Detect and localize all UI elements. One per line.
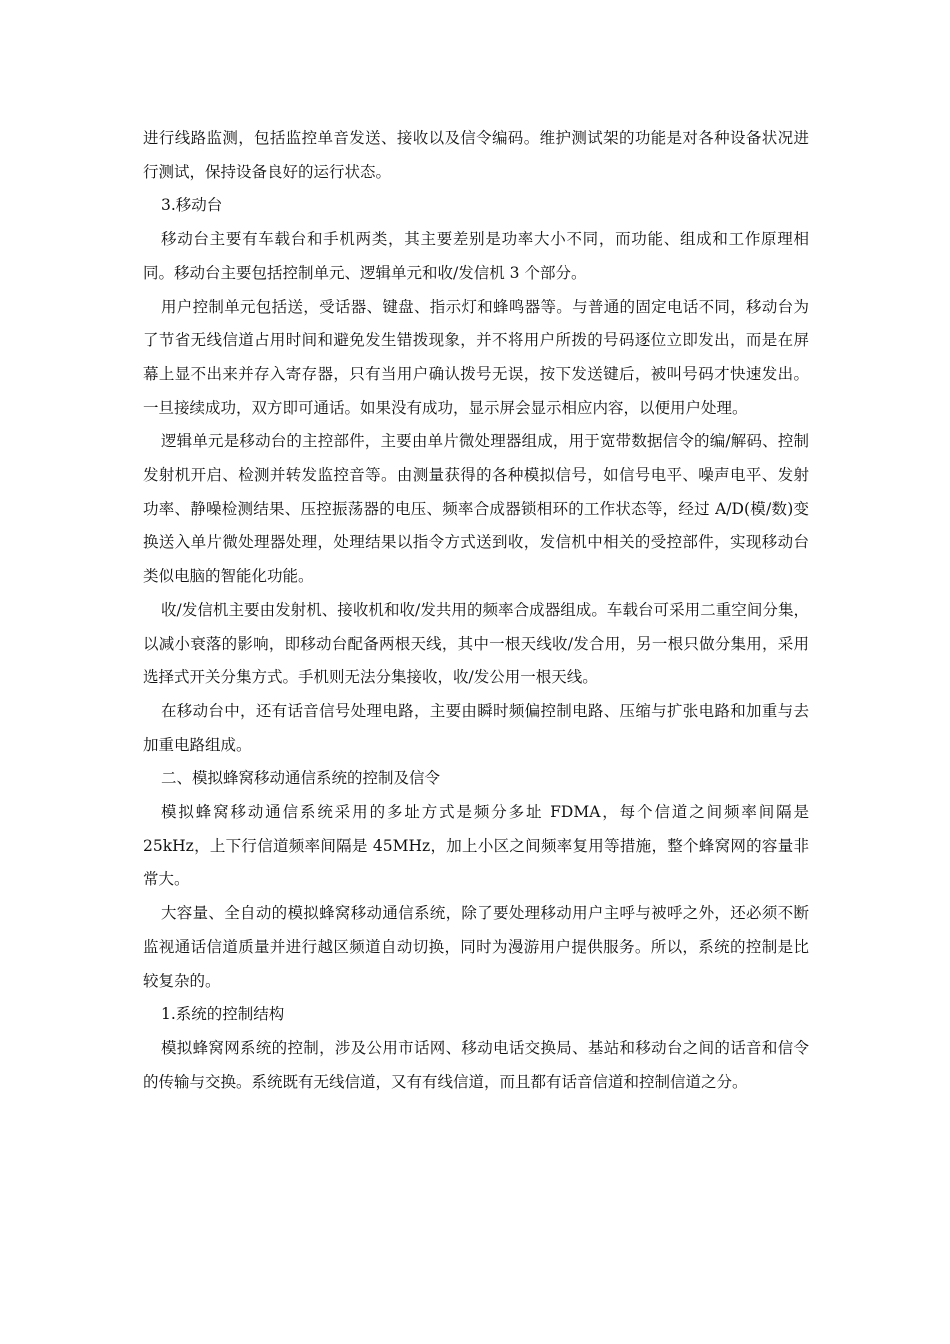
paragraph-user-control-unit: 用户控制单元包括送，受话器、键盘、指示灯和蜂鸣器等。与普通的固定电话不同，移动台为了节省无线信道占用时间和避免发生错拨现象，并不将用户所拨的号码逐位立即发出，而是在屏幕上显不出来并存入寄存器，只有当用户确认拨号无误，按下发送键后，被叫号码才快速发出。一旦接续成功，双方即可通话。如果没有成功，显示屏会显示相应内容，以便用户处理。 bbox=[143, 297, 809, 417]
paragraph-voice-processing: 在移动台中，还有话音信号处理电路，主要由瞬时频偏控制电路、压缩与扩张电路和加重与去加重电路组成。 bbox=[143, 701, 809, 754]
heading-control-and-signaling: 二、模拟蜂窝移动通信系统的控制及信令 bbox=[161, 769, 441, 788]
paragraph-transceiver: 收/发信机主要由发射机、接收机和收/发共用的频率合成器组成。车载台可采用二重空间分集，以减小衰落的影响，即移动台配备两根天线，其中一根天线收/发合用，另一根只做分集用，采用选择式开关分集方式。手机则无法分集接收，收/发公用一根天线。 bbox=[143, 600, 809, 687]
paragraph-logic-unit: 逻辑单元是移动台的主控部件，主要由单片微处理器组成，用于宽带数据信令的编/解码、控制发射机开启、检测并转发监控音等。由测量获得的各种模拟信号，如信号电平、噪声电平、发射功率、静噪检测结果、压控振荡器的电压、频率合成器锁相环的工作状态等，经过 A/D(模/数)变换送入单片微处理器处理，处理结果以指令方式送到收，发信机中相关的受控部件，实现移动台类似电脑的智能化功能。 bbox=[143, 432, 809, 586]
paragraph-system-complexity: 大容量、全自动的模拟蜂窝移动通信系统，除了要处理移动用户主呼与被呼之外，还必须不断监视通话信道质量并进行越区频道自动切换，同时为漫游用户提供服务。所以，系统的控制是比较复杂的。 bbox=[143, 904, 809, 990]
heading-mobile-station: 3.移动台 bbox=[161, 196, 223, 215]
heading-control-structure: 1.系统的控制结构 bbox=[161, 1005, 285, 1024]
paragraph-line-monitoring: 进行线路监测，包括监控单音发送、接收以及信令编码。维护测试架的功能是对各种设备状况进行测试，保持设备良好的运行状态。 bbox=[143, 129, 809, 181]
paragraph-mobile-station-types: 移动台主要有车载台和手机两类，其主要差别是功率大小不同，而功能、组成和工作原理相同。移动台主要包括控制单元、逻辑单元和收/发信机 3 个部分。 bbox=[143, 230, 809, 282]
paragraph-fdma: 模拟蜂窝移动通信系统采用的多址方式是频分多址 FDMA，每个信道之间频率间隔是 25kHz，上下行信道频率间隔是 45MHz，加上小区之间频率复用等措施，整个蜂窝网的容量非常大。 bbox=[143, 803, 809, 889]
paragraph-control-structure: 模拟蜂窝网系统的控制，涉及公用市话网、移动电话交换局、基站和移动台之间的话音和信令的传输与交换。系统既有无线信道，又有有线信道，而且都有话音信道和控制信道之分。 bbox=[143, 1038, 809, 1091]
document-body bbox=[143, 122, 809, 1099]
